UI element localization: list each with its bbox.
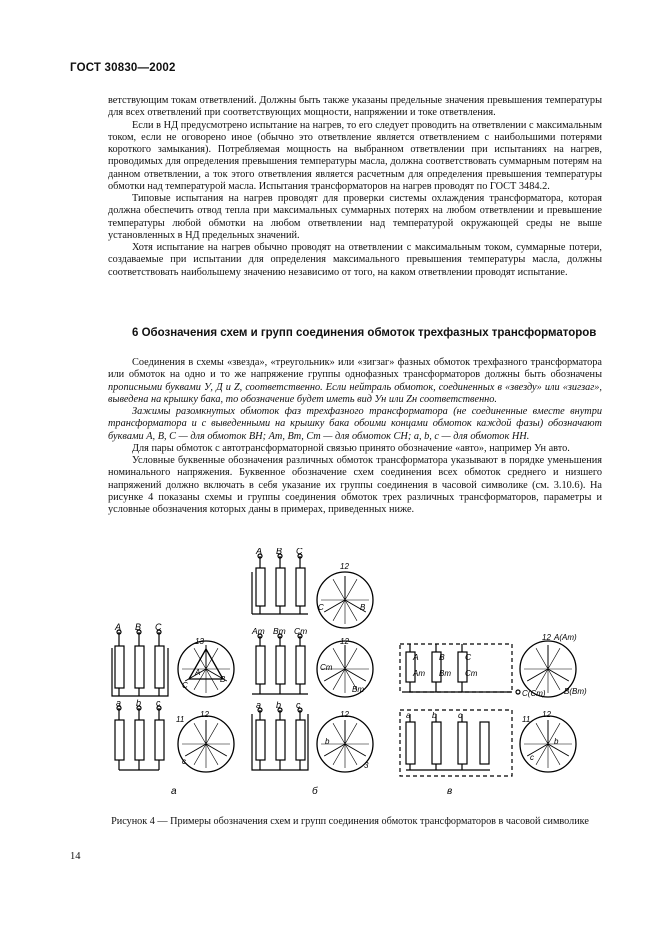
label-b-Cm: Cm	[294, 626, 308, 636]
panel-b-hv-windings	[252, 554, 308, 614]
page-number: 14	[70, 851, 81, 862]
label-b-Am: Am	[252, 626, 265, 636]
label-b-A: A	[256, 548, 263, 556]
label-c-b: b	[432, 710, 437, 720]
panel-a-hv-windings	[112, 630, 168, 696]
panel-b-lv-windings	[252, 708, 308, 770]
paragraph-designation-order: Условные буквенные обозначения различных обмоток трансформатора указывают в порядке уменьшения номинального напряжения. Буквенное обозначение схем соединения всех обмоток среднего и низшего напряжений должно включать в себя указание их группы соединения в часовой символике (см. 3.10.6). На рисунке 4 показаны схемы и группы соединения обмоток трех различных трансформаторов, параметры и условные обозначения которых даны в примерах, приведенных ниже.	[108, 455, 602, 515]
paragraph-open-windings: Зажимы разомкнутых обмоток фаз трехфазного трансформатора (не соединенные вместе внутри трансформатора и с выведенными на крышку бака обоими концами обмоток каждой фазы) обозначают буквами А, В, С — для обмоток ВН; Аm, Вm, Сm — для обмоток СН; а, b, с — для обмоток НН.	[108, 406, 602, 442]
paragraph-connection-types	[108, 357, 602, 406]
label-a-B: B	[135, 622, 142, 632]
paragraph-auto: Для пары обмоток с автотрансформаторной связью принято обозначение «авто», например Ун авто.	[132, 442, 570, 454]
panel-a-clock-lv	[178, 716, 234, 772]
clock-a-hv-A: A	[195, 668, 201, 677]
connection-types-italic: прописными буквами У, Д и Z, соответственно. Если нейтраль обмоток, соединенных в «звезду» или «зигзаг», выведена на крышку бака, то обозначение будет иметь вид Ун или Zн соответственно.	[108, 381, 602, 405]
label-b-C: C	[296, 548, 303, 556]
winding-diagrams	[70, 548, 610, 810]
clock-c-hv-B-Bm: B(Bm)	[564, 687, 587, 696]
clock-a-lv-11: 11	[176, 715, 185, 724]
clock-b-hv-B: B	[360, 603, 366, 612]
label-b-c: c	[296, 700, 301, 710]
clock-b-mv-12: 12	[340, 637, 349, 646]
clock-c-lv-11: 11	[522, 715, 531, 724]
clock-b-hv-12: 12	[340, 562, 349, 571]
clock-a-hv-C: C	[182, 681, 188, 690]
label-a-a: a	[116, 698, 122, 708]
connection-types-text: Соединения в схемы «звезда», «треугольник» или «зигзаг» фазных обмоток трехфазного трансформатора или обмоток на одно и то же напряжение группы однофазных трансформаторов должны быть обозначены	[108, 357, 602, 381]
panel-b-clock-hv	[317, 572, 373, 628]
clock-a-lv-c: c	[182, 757, 186, 766]
section-6-heading: 6 Обозначения схем и групп соединения обмоток трехфазных трансформаторов	[132, 327, 597, 339]
panel-a-label: а	[171, 786, 177, 797]
label-c-C-Cm: C(Cm)	[522, 689, 546, 698]
clock-c-hv-A-Am: A(Am)	[554, 633, 577, 642]
paragraph-heating-test: Если в НД предусмотрено испытание на нагрев, то его следует проводить на ответвлении с максимальным током, если не оговорено иное (обычно это ответвление является ответвлением с наибольшими потерями короткого замыкания). Потребляемая мощность на выбранном ответвлении при испытаниях на нагрев, проводимых для определения превышения температуры масла, должна соответствовать суммарным потерям на данном ответвлении, а ток этого ответвления является расчетным для определения превышения температуры обмотки над температурой масла. Испытания трансформаторов на нагрев проводят по ГОСТ 3484.2.	[108, 119, 602, 192]
clock-c-hv-12: 12	[542, 633, 551, 642]
clock-a-hv-13: 13	[195, 637, 204, 646]
clock-b-mv-Bm: Bm	[352, 685, 364, 694]
label-a-c: c	[156, 698, 161, 708]
label-c-A: A	[413, 652, 419, 662]
label-a-C: C	[155, 622, 162, 632]
clock-b-lv-12: 12	[340, 710, 349, 719]
body-text-top	[108, 95, 602, 279]
label-c-B: B	[439, 652, 445, 662]
paragraph-total-losses: Хотя испытание на нагрев обычно проводят на ответвлении с максимальным током, суммарные потери, создаваемые при испытании для определения максимального превышения температуры масла, должны соответствовать наибольшему значению независимо от того, на каком ответвлении проводят испытание.	[108, 242, 602, 278]
standard-header: ГОСТ 30830—2002	[70, 62, 176, 74]
label-c-Am: Am	[413, 669, 425, 678]
panel-c-lv-windings	[400, 710, 512, 776]
clock-a-lv-12: 12	[200, 710, 209, 719]
label-c-Cm: Cm	[465, 669, 478, 678]
paragraph-type-tests: Типовые испытания на нагрев проводят для проверки системы охлаждения трансформатора, которая должна обеспечить отвод тепла при максимальных суммарных потерях на любом ответвлении и превышение температуры любой обмотки на любом ответвлении над температурой окружающей среды не выше установленных в НД предельных значений.	[108, 193, 602, 241]
label-a-b: b	[136, 698, 142, 708]
label-a-A: A	[115, 622, 122, 632]
clock-c-lv-b: b	[554, 737, 559, 746]
panel-b-mv-windings	[252, 634, 308, 694]
label-c-C: C	[465, 652, 472, 662]
label-b-b: b	[276, 700, 282, 710]
label-b-B: B	[276, 548, 283, 556]
label-c-a: a	[406, 710, 411, 720]
label-b-a: a	[256, 700, 262, 710]
label-c-c: c	[458, 710, 463, 720]
panel-c-clock-lv	[520, 716, 576, 772]
body-text-section-6	[108, 357, 602, 516]
figure-caption: Рисунок 4 — Примеры обозначения схем и групп соединения обмоток трансформаторов в часовой символике	[111, 816, 589, 827]
panel-c-label: в	[447, 786, 453, 797]
panel-a-lv-windings	[115, 706, 164, 770]
clock-c-lv-12: 12	[542, 710, 551, 719]
clock-b-mv-Cm: Cm	[320, 663, 333, 672]
clock-c-lv-c: c	[530, 753, 534, 762]
paragraph-continued: ветствующим токам ответвлений. Должны быть также указаны предельные значения превышения температуры для всех ответвлений при соответствующих мощности, напряжении и токе ответвления.	[108, 95, 602, 119]
clock-b-lv-3: 3	[364, 761, 369, 770]
panel-b-label: б	[312, 786, 318, 797]
clock-a-hv-B: B	[220, 675, 226, 684]
label-b-Bm: Bm	[273, 626, 286, 636]
clock-b-hv-C: C	[318, 603, 324, 612]
label-c-Bm: Bm	[439, 669, 451, 678]
figure-4	[70, 548, 610, 815]
clock-b-lv-b: b	[325, 737, 330, 746]
